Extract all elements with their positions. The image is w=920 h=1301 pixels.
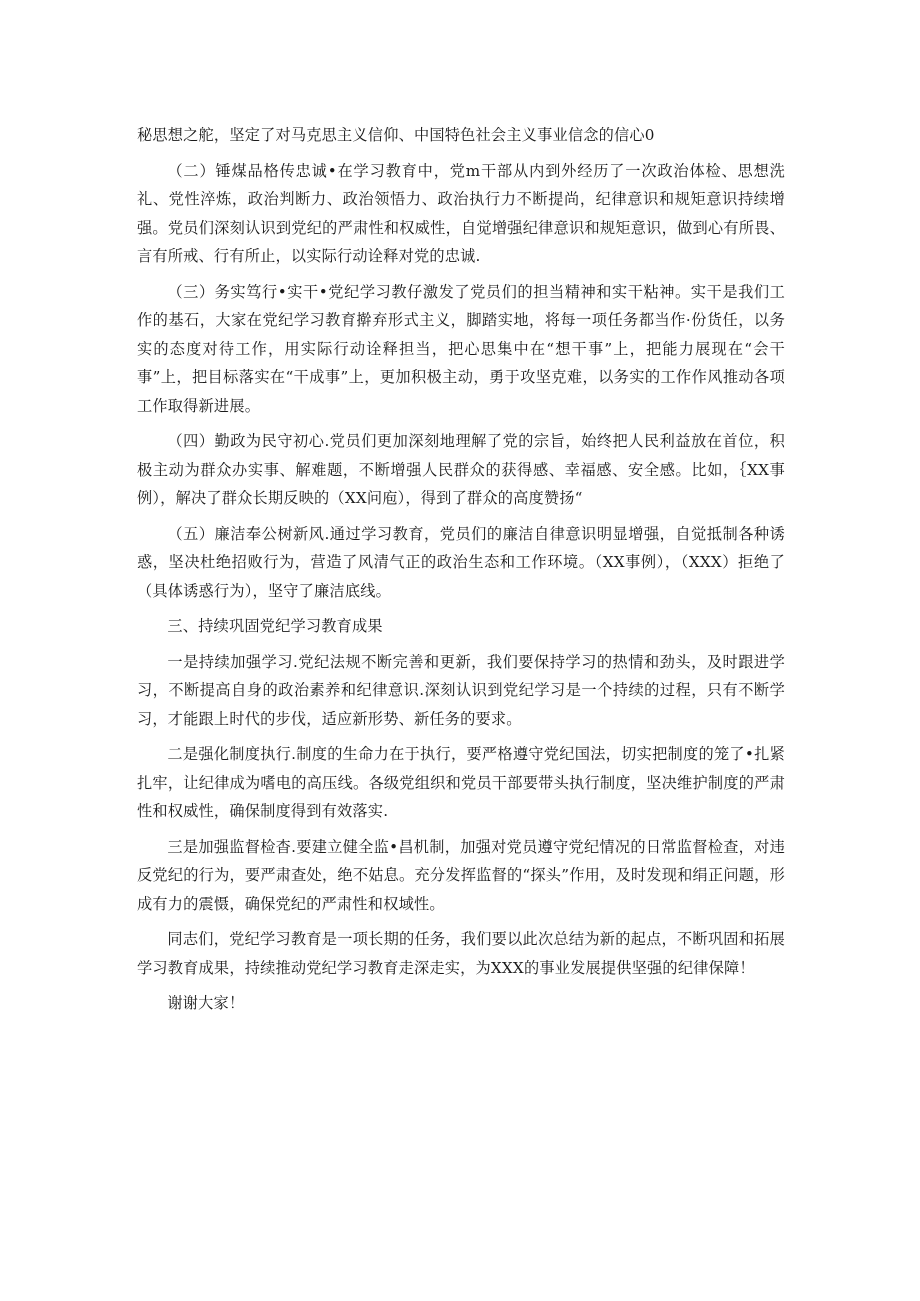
- paragraph-point-2: 二是强化制度执行.制度的生命力在于执行，要严格遵守党纪国法，切实把制度的笼了•扎紧扎牢，让纪律成为嗜电的高压线。各级党组织和党员干部要带头执行制度，坚决维护制度的严肃性和权威性，确保制度得到有效落实.: [137, 745, 785, 820]
- paragraph-section-3: （三）务实笃行•实干•党纪学习教仔激发了党员们的担当精神和实干粘神。实干是我们工作的基石，大家在党纪学习教育擀弃形式主义，脚踏实地，将每一项任务都当作·份货任，以务实的态度对待工作，用实际行动诠释担当，把心思集中在“想干事”上，把能力展现在“会干事”上，把目标落实在“干成事”上，更加积极主动，勇于攻坚克难，以务实的工作作风推动各项工作取得新进展。: [137, 282, 785, 415]
- paragraph-conclusion: 同志们，党纪学习教育是一项长期的任务，我们要以此次总结为新的起点，不断巩固和拓展学习教育成果，持续推动党纪学习教育走深走实，为XXX的事业发展提供坚强的纪律保障！: [137, 930, 785, 977]
- paragraph-section-5: （五）廉洁奉公树新风.通过学习教育，党员们的廉洁自律意识明显增强，自觉抵制各种诱惑，坚决杜绝招败行为，营造了风清气正的政治生态和工作环境。（XX事例），（XXX）拒绝了（具体诱惑行为），坚守了廉洁底线。: [137, 524, 785, 600]
- paragraph-continuation: 秘思想之舵，坚定了对马克思主义信仰、中国特色社会主义事业信念的信心0: [137, 126, 655, 144]
- paragraph-section-2: （二）锤煤品格传忠诚•在学习教育中，党m干部从内到外经历了一次政治体检、思想洗礼、党性淬炼，政治判断力、政治领悟力、政治执行力不断提尚，纪律意识和规矩意识持续增强。党员们深刻认识到党纪的严肃性和权威性，自觉增强纪律意识和规矩意识，做到心有所畏、言有所戒、行有所止，以实际行动诠释对党的忠诚.: [137, 161, 785, 265]
- paragraph-section-4: （四）勤政为民守初心.党员们更加深刻地理解了党的宗旨，始终把人民利益放在首位，积极主动为群众办实事、解难题，不断增强人民群众的获得感、幸福感、安全感。比如，｛XX事例），解决了群众长期反映的（XX问庖），得到了群众的高度赞扬“: [137, 432, 785, 507]
- paragraph-point-1: 一是持续加强学习.党纪法规不断完善和更新，我们要保持学习的热情和劲头，及时跟进学习，不断提高自身的政治素养和纪律意识.深刻认识到党纪学习是一个持续的过程，只有不断学习，才能跟上时代的步伐，适应新形势、新任务的要求。: [137, 652, 785, 728]
- paragraph-point-3: 三是加强监督检杳.要建立健全监•昌机制，加强对党员遵守党纪情况的日常监督检查，对违反党纪的行为，要严肃查处，绝不姑息。充分发挥监督的“探头”作用，及时发现和绢正问题，形成有力的震慑，确保党纪的严肃性和权域性。: [137, 837, 785, 913]
- paragraph-thanks: 谢谢大家！: [167, 994, 245, 1012]
- section-heading-consolidate: 三、持续巩固党纪学习教育成果: [167, 617, 383, 635]
- document-page: [137, 121, 785, 1025]
